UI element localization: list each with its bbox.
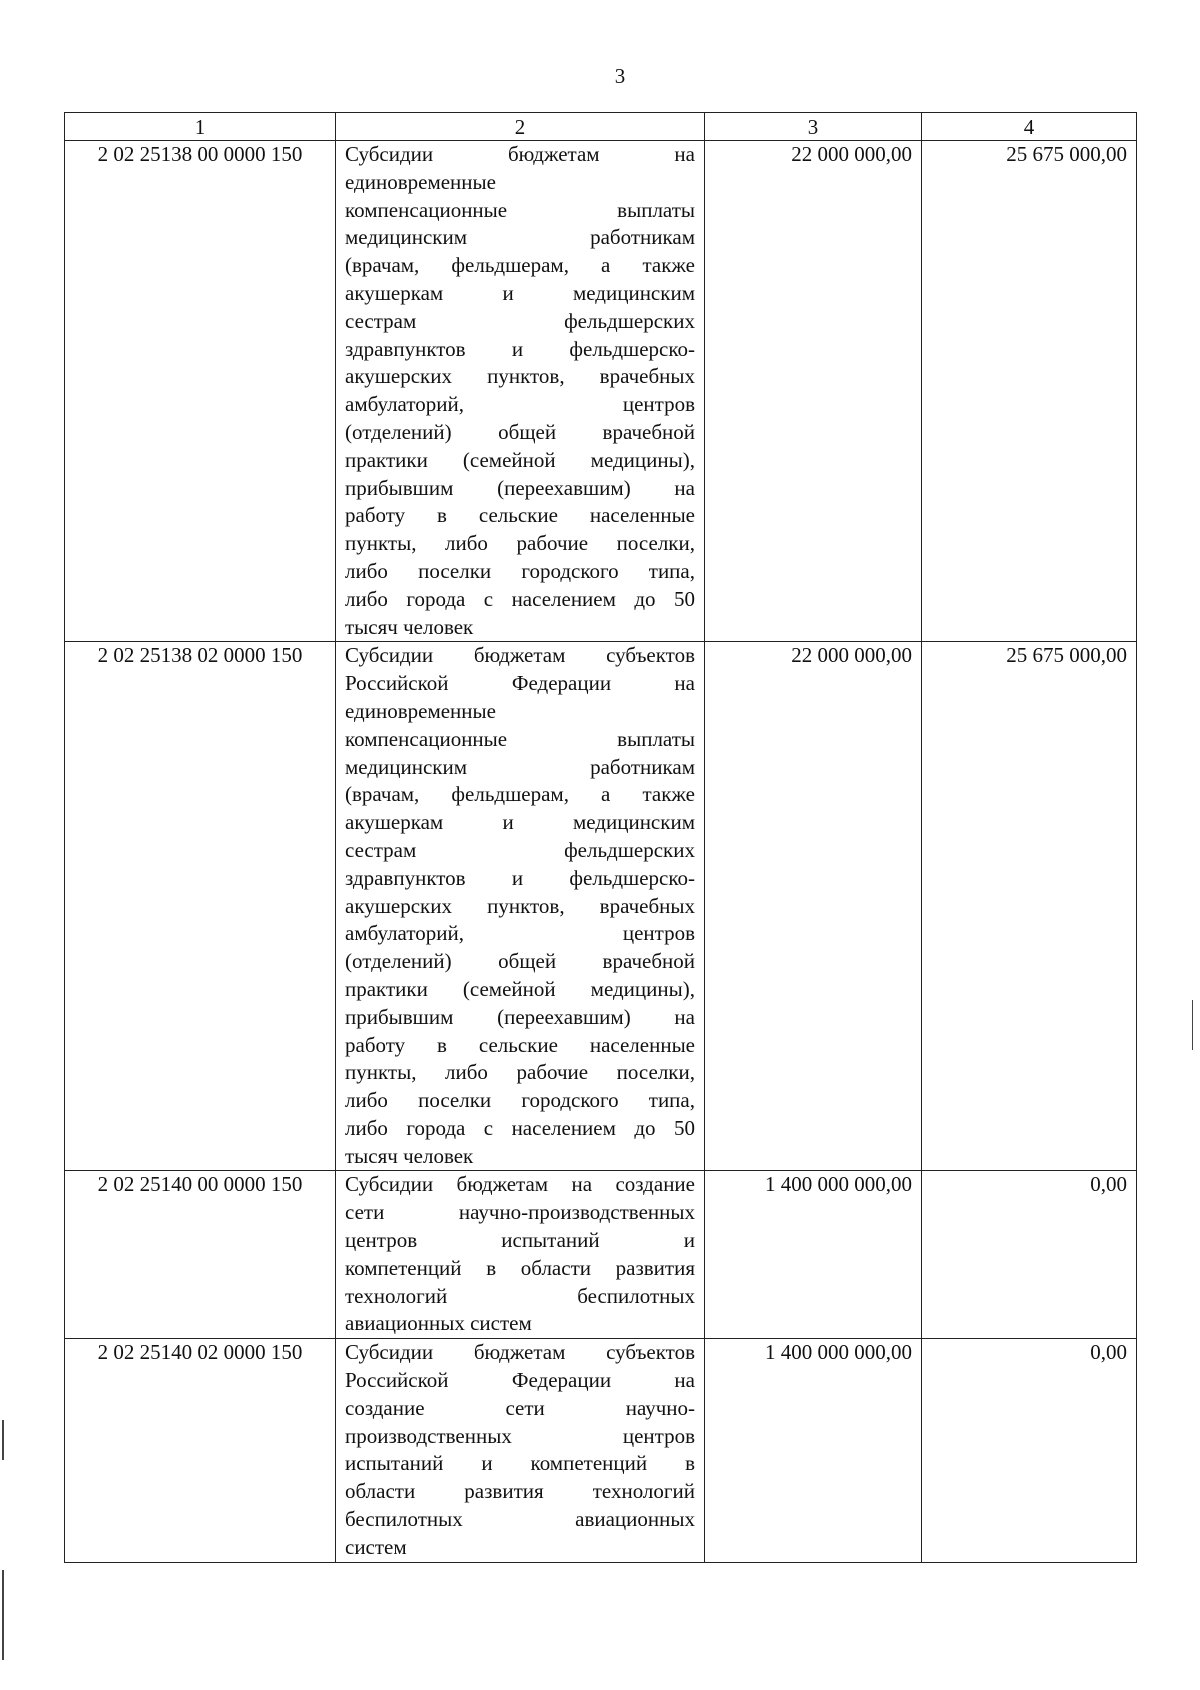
description-line: области развития технологий xyxy=(345,1479,695,1504)
description-line: создание сети научно- xyxy=(345,1395,695,1420)
header-row xyxy=(65,113,1137,141)
header-col-3: 3 xyxy=(705,113,922,141)
page-number: 3 xyxy=(614,64,626,88)
description-line: тысяч человек xyxy=(345,1143,474,1168)
description-line: (врачам, фельдшерам, а также xyxy=(345,253,695,278)
description-line: беспилотных авиационных xyxy=(345,1507,695,1532)
description-line: здравпунктов и фельдшерско- xyxy=(345,336,695,361)
header-col-1: 1 xyxy=(65,113,336,141)
description-line: либо города с населением до 50 xyxy=(345,1115,695,1140)
description-line: работу в сельские населенные xyxy=(345,1032,695,1057)
description-line: амбулаторий, центров xyxy=(345,921,695,946)
description-line: медицинским работникам xyxy=(345,754,695,779)
description-line: технологий беспилотных xyxy=(345,1283,695,1308)
description-line: практики (семейной медицины), xyxy=(345,976,695,1001)
description-line: единовременные xyxy=(345,698,496,723)
amount-col-3: 22 000 000,00 xyxy=(705,642,922,1171)
description-line: акушерских пунктов, врачебных xyxy=(345,364,695,389)
description-line: Российской Федерации на xyxy=(345,671,695,696)
description-line: Субсидии бюджетам на создание xyxy=(345,1172,695,1197)
amount-col-3: 1 400 000 000,00 xyxy=(705,1171,922,1339)
description-line: акушеркам и медицинским xyxy=(345,280,695,305)
budget-code: 2 02 25140 02 0000 150 xyxy=(65,1339,336,1562)
table-row xyxy=(65,1339,1137,1562)
description-line: Субсидии бюджетам субъектов xyxy=(345,1340,695,1365)
description-line: сестрам фельдшерских xyxy=(345,837,695,862)
description-line: практики (семейной медицины), xyxy=(345,447,695,472)
description-line: сети научно-производственных xyxy=(345,1200,695,1225)
description-line: пункты, либо рабочие поселки, xyxy=(345,1060,695,1085)
amount-col-4: 0,00 xyxy=(922,1339,1137,1562)
description-line: авиационных систем xyxy=(345,1311,532,1336)
amount-col-4: 0,00 xyxy=(922,1171,1137,1339)
description-line: амбулаторий, центров xyxy=(345,392,695,417)
description-line: компетенций в области развития xyxy=(345,1255,695,1280)
description-line: прибывшим (переехавшим) на xyxy=(345,1004,695,1029)
table-row xyxy=(65,1171,1137,1339)
description-line: компенсационные выплаты xyxy=(345,197,695,222)
description-line: либо города с населением до 50 xyxy=(345,586,695,611)
table-row xyxy=(65,642,1137,1171)
description-line: либо поселки городского типа, xyxy=(345,558,695,583)
table-body xyxy=(65,141,1137,1563)
description-line: производственных центров xyxy=(345,1423,695,1448)
description-line: акушерских пунктов, врачебных xyxy=(345,893,695,918)
header-col-2: 2 xyxy=(336,113,705,141)
description-line: систем xyxy=(345,1534,407,1559)
scan-edge-mark xyxy=(2,1570,4,1660)
budget-description xyxy=(336,642,705,1171)
description-line: сестрам фельдшерских xyxy=(345,308,695,333)
description-line: тысяч человек xyxy=(345,614,474,639)
description-line: либо поселки городского типа, xyxy=(345,1088,695,1113)
budget-code: 2 02 25138 00 0000 150 xyxy=(65,141,336,642)
description-line: испытаний и компетенций в xyxy=(345,1451,695,1476)
description-line: Российской Федерации на xyxy=(345,1368,695,1393)
scan-edge-mark xyxy=(1192,1000,1193,1050)
description-line: медицинским работникам xyxy=(345,225,695,250)
header-col-4: 4 xyxy=(922,113,1137,141)
description-line: компенсационные выплаты xyxy=(345,726,695,751)
description-line: (врачам, фельдшерам, а также xyxy=(345,782,695,807)
amount-col-3: 22 000 000,00 xyxy=(705,141,922,642)
description-line: работу в сельские населенные xyxy=(345,503,695,528)
budget-description xyxy=(336,141,705,642)
description-line: Субсидии бюджетам субъектов xyxy=(345,643,695,668)
budget-description xyxy=(336,1339,705,1562)
table-header xyxy=(65,113,1137,141)
description-line: центров испытаний и xyxy=(345,1228,695,1253)
description-line: здравпунктов и фельдшерско- xyxy=(345,865,695,890)
budget-code: 2 02 25140 00 0000 150 xyxy=(65,1171,336,1339)
amount-col-3: 1 400 000 000,00 xyxy=(705,1339,922,1562)
table-row xyxy=(65,141,1137,642)
description-line: Субсидии бюджетам на xyxy=(345,142,695,166)
scan-edge-mark xyxy=(2,1420,4,1460)
budget-code: 2 02 25138 02 0000 150 xyxy=(65,642,336,1171)
description-line: пункты, либо рабочие поселки, xyxy=(345,531,695,556)
amount-col-4: 25 675 000,00 xyxy=(922,642,1137,1171)
description-line: единовременные xyxy=(345,169,496,194)
description-line: прибывшим (переехавшим) на xyxy=(345,475,695,500)
amount-col-4: 25 675 000,00 xyxy=(922,141,1137,642)
description-line: (отделений) общей врачебной xyxy=(345,949,695,974)
budget-table xyxy=(64,112,1137,1563)
description-line: акушеркам и медицинским xyxy=(345,810,695,835)
description-line: (отделений) общей врачебной xyxy=(345,419,695,444)
budget-description xyxy=(336,1171,705,1339)
